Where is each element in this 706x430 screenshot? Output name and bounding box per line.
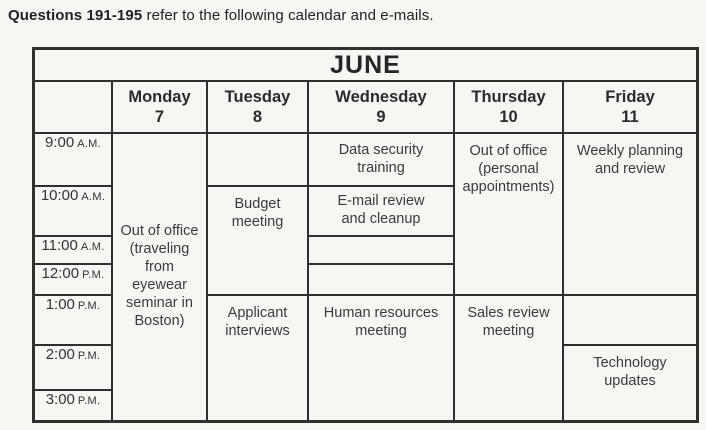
day-date: 9 bbox=[376, 108, 386, 126]
event-friday-weekly-planning bbox=[564, 134, 696, 296]
time-period: A.M. bbox=[81, 191, 106, 203]
day-name: Tuesday bbox=[224, 88, 291, 106]
event-tuesday-applicant-interviews bbox=[208, 296, 309, 420]
time-hour: 11:00 bbox=[41, 237, 78, 254]
event-label: Applicant interviews bbox=[225, 305, 290, 339]
event-label: Data security training bbox=[338, 141, 424, 176]
time-label-11am bbox=[35, 237, 113, 265]
event-label: Out of office (personal appointments) bbox=[462, 143, 555, 195]
event-label: Technology updates bbox=[593, 355, 667, 389]
time-period: A.M. bbox=[80, 241, 105, 253]
calendar-month-title: JUNE bbox=[35, 50, 696, 82]
time-label-3pm bbox=[35, 391, 113, 420]
time-hour: 9:00 bbox=[44, 134, 75, 151]
calendar-table bbox=[32, 47, 699, 423]
time-hour: 2:00 bbox=[45, 346, 75, 363]
event-label: Human resources meeting bbox=[323, 305, 439, 339]
time-period: P.M. bbox=[77, 395, 101, 407]
time-label-2pm bbox=[35, 346, 113, 391]
empty-cell-wednesday-11am bbox=[309, 237, 455, 265]
event-label: Sales review meeting bbox=[467, 305, 550, 339]
day-name: Friday bbox=[605, 88, 655, 106]
event-thursday-out-of-office bbox=[455, 134, 564, 296]
time-hour: 1:00 bbox=[45, 296, 75, 313]
time-label-10am bbox=[35, 187, 113, 237]
event-label: Budget meeting bbox=[231, 196, 284, 230]
day-name: Monday bbox=[128, 88, 191, 106]
time-period: P.M. bbox=[77, 300, 101, 312]
event-label: Out of office (traveling from eyewear seminar in Boston) bbox=[120, 223, 199, 329]
empty-cell-tuesday-9am bbox=[208, 134, 309, 187]
day-header-tuesday bbox=[208, 82, 309, 134]
day-header-friday bbox=[564, 82, 696, 134]
event-wednesday-email-review bbox=[309, 187, 455, 237]
intro-question-range: Questions 191-195 bbox=[8, 7, 143, 24]
day-name: Wednesday bbox=[335, 88, 427, 106]
time-label-1pm bbox=[35, 296, 113, 346]
event-tuesday-budget-meeting bbox=[208, 187, 309, 296]
time-period: P.M. bbox=[77, 350, 101, 362]
corner-cell bbox=[35, 82, 113, 134]
day-header-wednesday bbox=[309, 82, 455, 134]
time-label-12pm bbox=[35, 265, 113, 296]
event-label: Weekly planning and review bbox=[576, 143, 684, 177]
empty-cell-wednesday-12pm bbox=[309, 265, 455, 296]
time-hour: 3:00 bbox=[45, 391, 75, 408]
event-thursday-sales-review bbox=[455, 296, 564, 420]
event-friday-technology-updates bbox=[564, 346, 696, 420]
day-date: 7 bbox=[154, 108, 165, 126]
intro-text bbox=[8, 7, 434, 24]
time-period: P.M. bbox=[82, 269, 105, 281]
day-header-monday bbox=[113, 82, 208, 134]
day-header-thursday bbox=[455, 82, 564, 134]
time-hour: 10:00 bbox=[40, 187, 79, 204]
event-monday-out-of-office bbox=[113, 134, 208, 420]
time-label-9am bbox=[35, 134, 113, 187]
time-period: A.M. bbox=[77, 138, 101, 150]
event-wednesday-hr-meeting bbox=[309, 296, 455, 420]
day-date: 8 bbox=[252, 108, 263, 126]
time-hour: 12:00 bbox=[41, 265, 80, 282]
day-date: 11 bbox=[621, 108, 639, 126]
day-date: 10 bbox=[499, 108, 518, 126]
event-wednesday-data-security-training bbox=[309, 134, 455, 187]
empty-cell-friday-1pm bbox=[564, 296, 696, 346]
intro-rest: refer to the following calendar and e-mails. bbox=[142, 7, 434, 24]
day-name: Thursday bbox=[471, 88, 546, 106]
event-label: E-mail review and cleanup bbox=[337, 193, 425, 227]
